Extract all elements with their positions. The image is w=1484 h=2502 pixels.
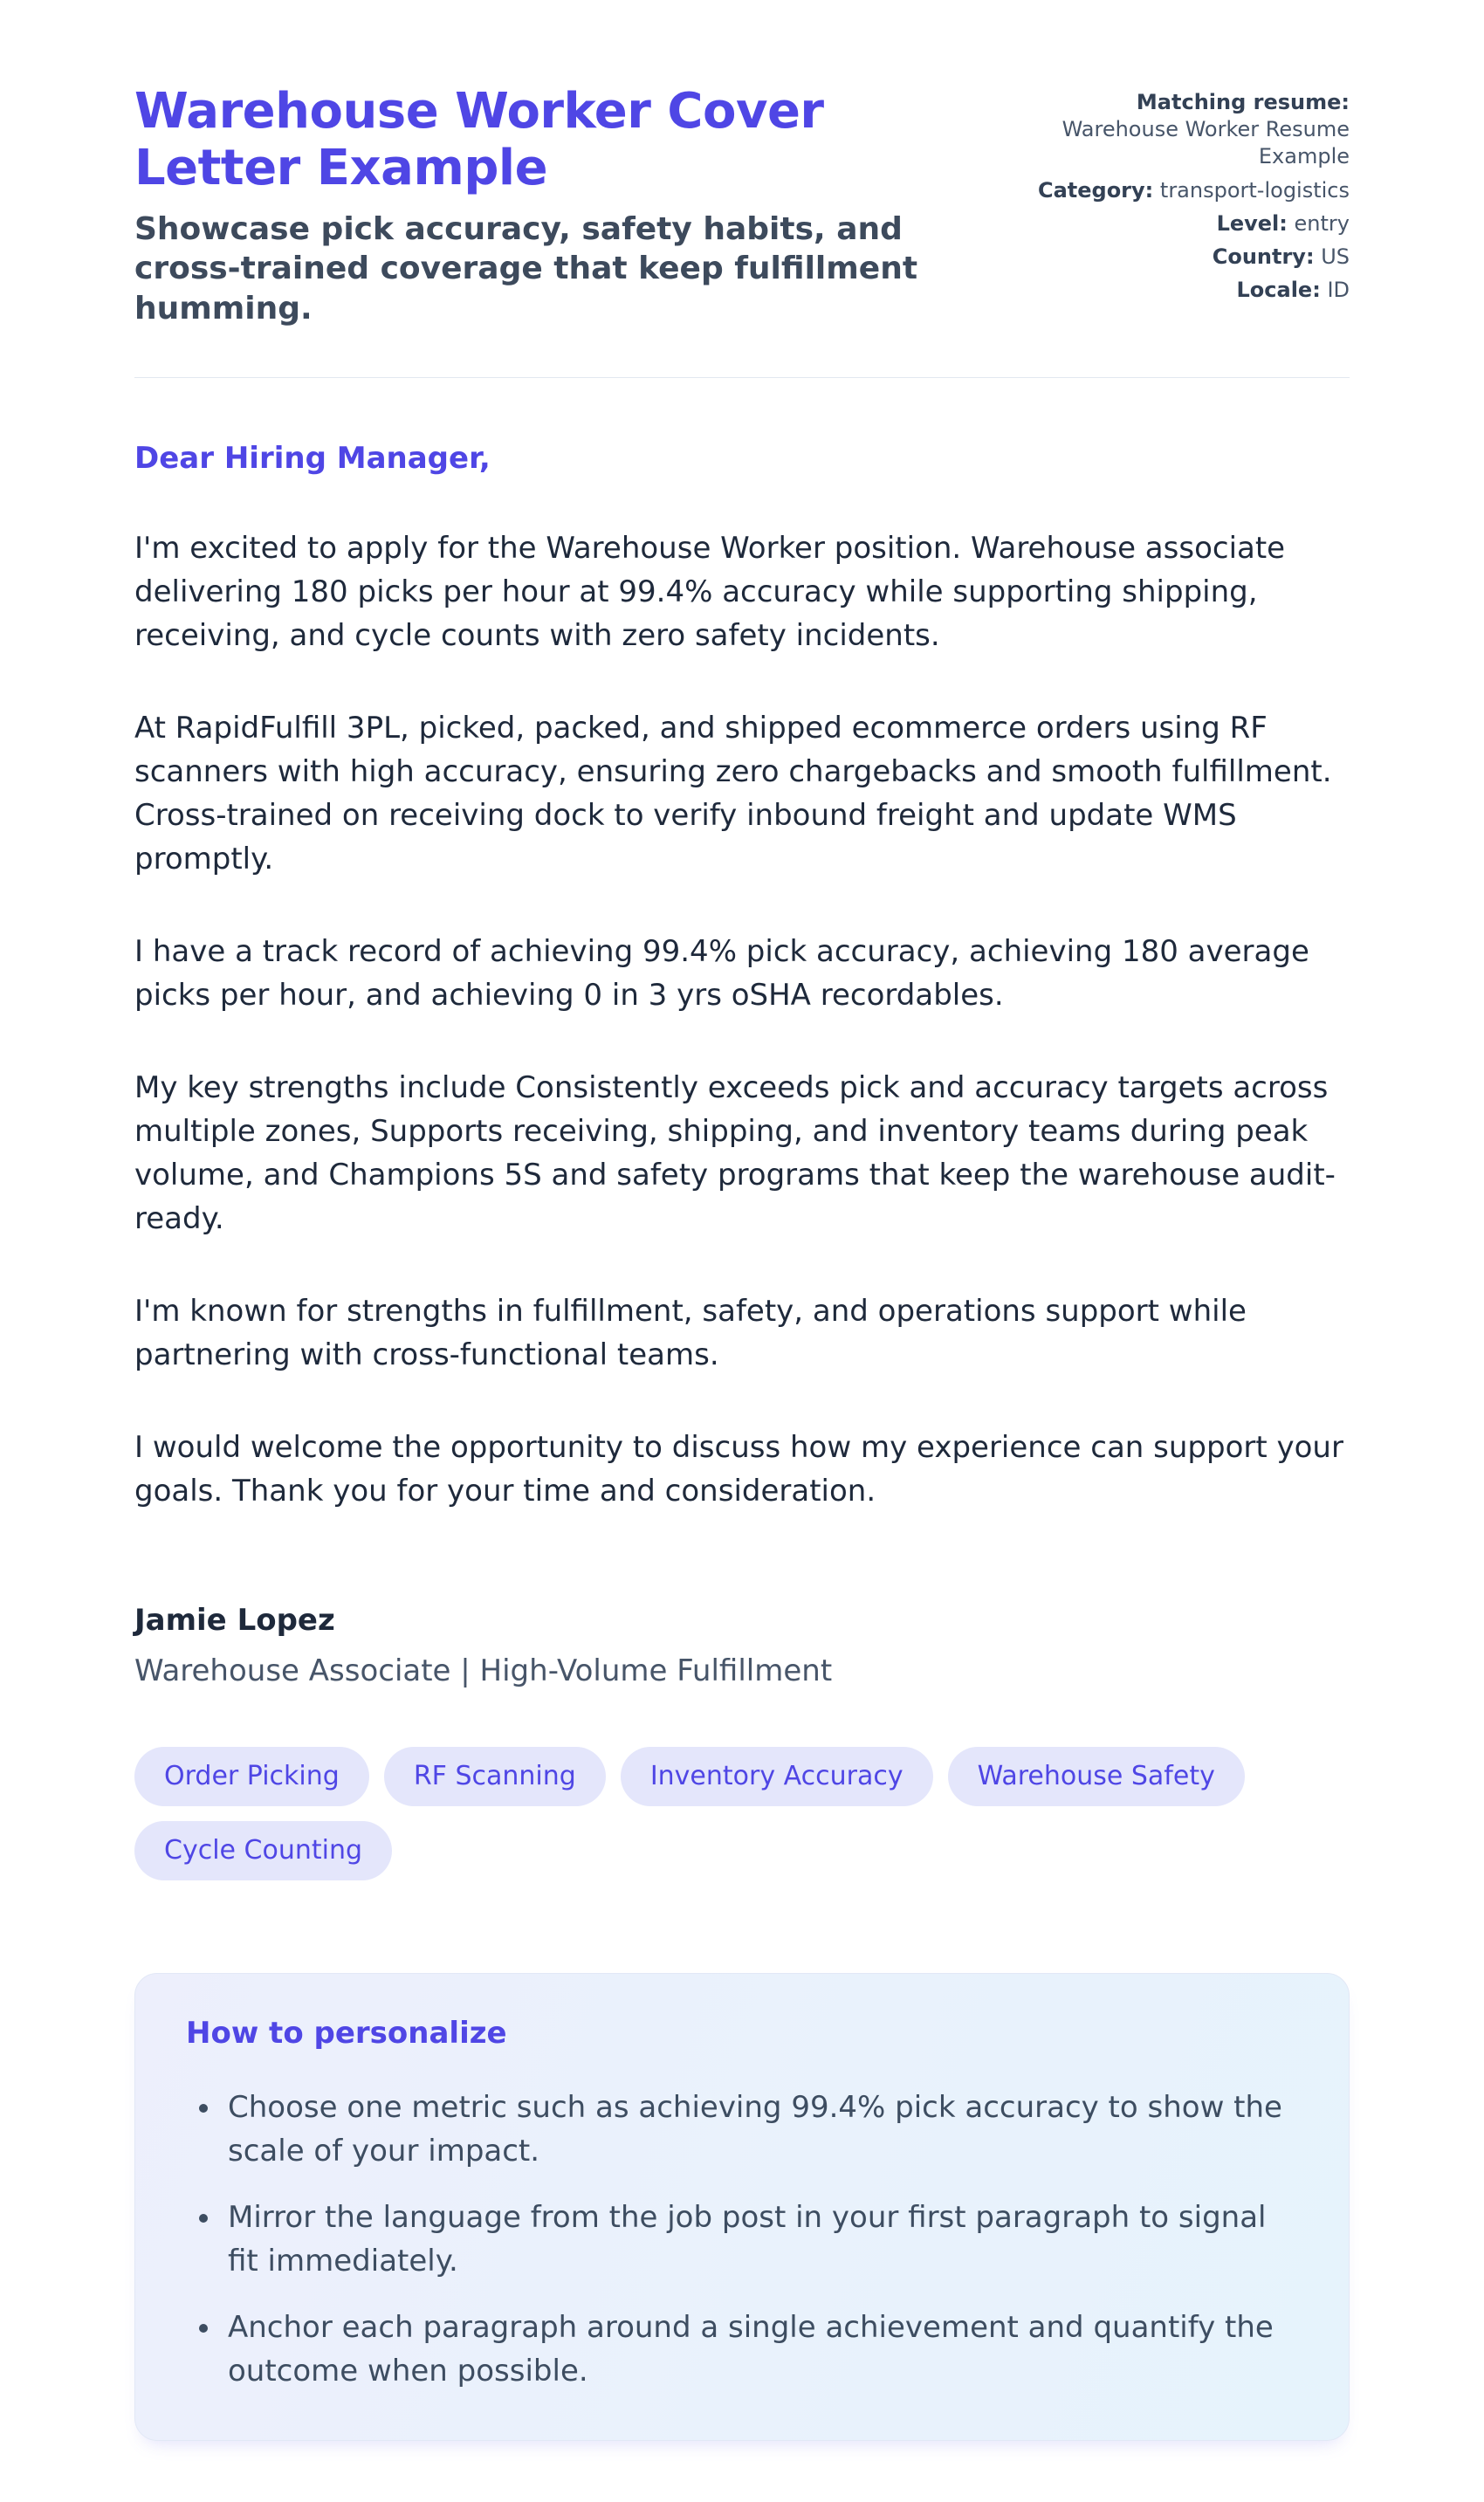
meta-value: Warehouse Worker Resume Example [1061, 117, 1350, 169]
personalize-tip: • Mirror the language from the job post in your first paragraph to signal fit immediately. [223, 2196, 1298, 2283]
letter-paragraph: My key strengths include Consistently exceeds pick and accuracy targets across multiple zones, Supports receiving, shipping, and inventory teams during peak volume, and Champions 5S and safety programs that keep the warehouse audit-ready. [134, 1069, 1336, 1236]
personalize-tip: • Choose one metric such as achieving 99.4% pick accuracy to show the scale of your impact. [223, 2086, 1298, 2173]
salutation: Dear Hiring Manager, [134, 440, 491, 476]
meta-value: US [1321, 244, 1350, 269]
meta-country [1034, 244, 1350, 271]
personalize-tips-card [134, 1973, 1350, 2441]
meta-label: Locale: [1236, 278, 1321, 303]
skill-tag-rf-scanning[interactable]: RF Scanning [384, 1747, 606, 1806]
meta-category [1034, 177, 1350, 204]
letter-paragraph: I'm known for strengths in fulfillment, safety, and operations support while partnering with cross-functional teams. [134, 1293, 1247, 1372]
letter-paragraph: I have a track record of achieving 99.4% pick accuracy, achieving 180 average picks per hour, and achieving 0 in 3 yrs oSHA recordables. [134, 933, 1309, 1013]
meta-value: transport-logistics [1159, 177, 1350, 203]
meta-value: ID [1327, 278, 1350, 303]
personalize-tip: • Anchor each paragraph around a single achievement and quantify the outcome when possible. [223, 2306, 1298, 2393]
resume-meta-block [1034, 84, 1350, 310]
skill-tags-row [134, 1747, 1350, 1880]
page-title: Warehouse Worker Cover Letter Example [134, 83, 824, 196]
skill-tag-order-picking[interactable]: Order Picking [134, 1747, 369, 1806]
letter-paragraph: I would welcome the opportunity to discuss how my experience can support your goals. Thank you for your time and consideration. [134, 1429, 1343, 1509]
personalize-tips-list [186, 2086, 1298, 2393]
meta-label: Matching resume: [1136, 90, 1350, 114]
page-subtitle: Showcase pick accuracy, safety habits, and cross-trained coverage that keep fulfillment humming. [134, 210, 918, 326]
meta-label: Country: [1212, 244, 1315, 269]
letter-paragraph: I'm excited to apply for the Warehouse Worker position. Warehouse associate delivering 180 picks per hour at 99.4% accuracy while supporting shipping, receiving, and cycle counts with zero safety incidents. [134, 530, 1286, 653]
signature-title: Warehouse Associate | High-Volume Fulfillment [134, 1653, 833, 1688]
meta-label: Category: [1037, 177, 1154, 203]
signature-name: Jamie Lopez [134, 1602, 335, 1638]
meta-locale [1034, 277, 1350, 304]
personalize-heading: How to personalize [186, 2015, 507, 2051]
skill-tag-inventory-accuracy[interactable]: Inventory Accuracy [621, 1747, 933, 1806]
meta-label: Level: [1216, 210, 1288, 236]
meta-level [1034, 210, 1350, 237]
meta-matching-resume [1034, 89, 1350, 171]
letter-paragraph: At RapidFulfill 3PL, picked, packed, and shipped ecommerce orders using RF scanners with high accuracy, ensuring zero chargebacks and smooth fulfillment. Cross-trained on receiving dock to verify inbound freight and update WMS promptly. [134, 710, 1332, 876]
page-header [134, 84, 1350, 378]
skill-tag-cycle-counting[interactable]: Cycle Counting [134, 1821, 392, 1880]
meta-value: entry [1294, 210, 1350, 236]
skill-tag-warehouse-safety[interactable]: Warehouse Safety [948, 1747, 1245, 1806]
header-title-block [134, 84, 990, 328]
